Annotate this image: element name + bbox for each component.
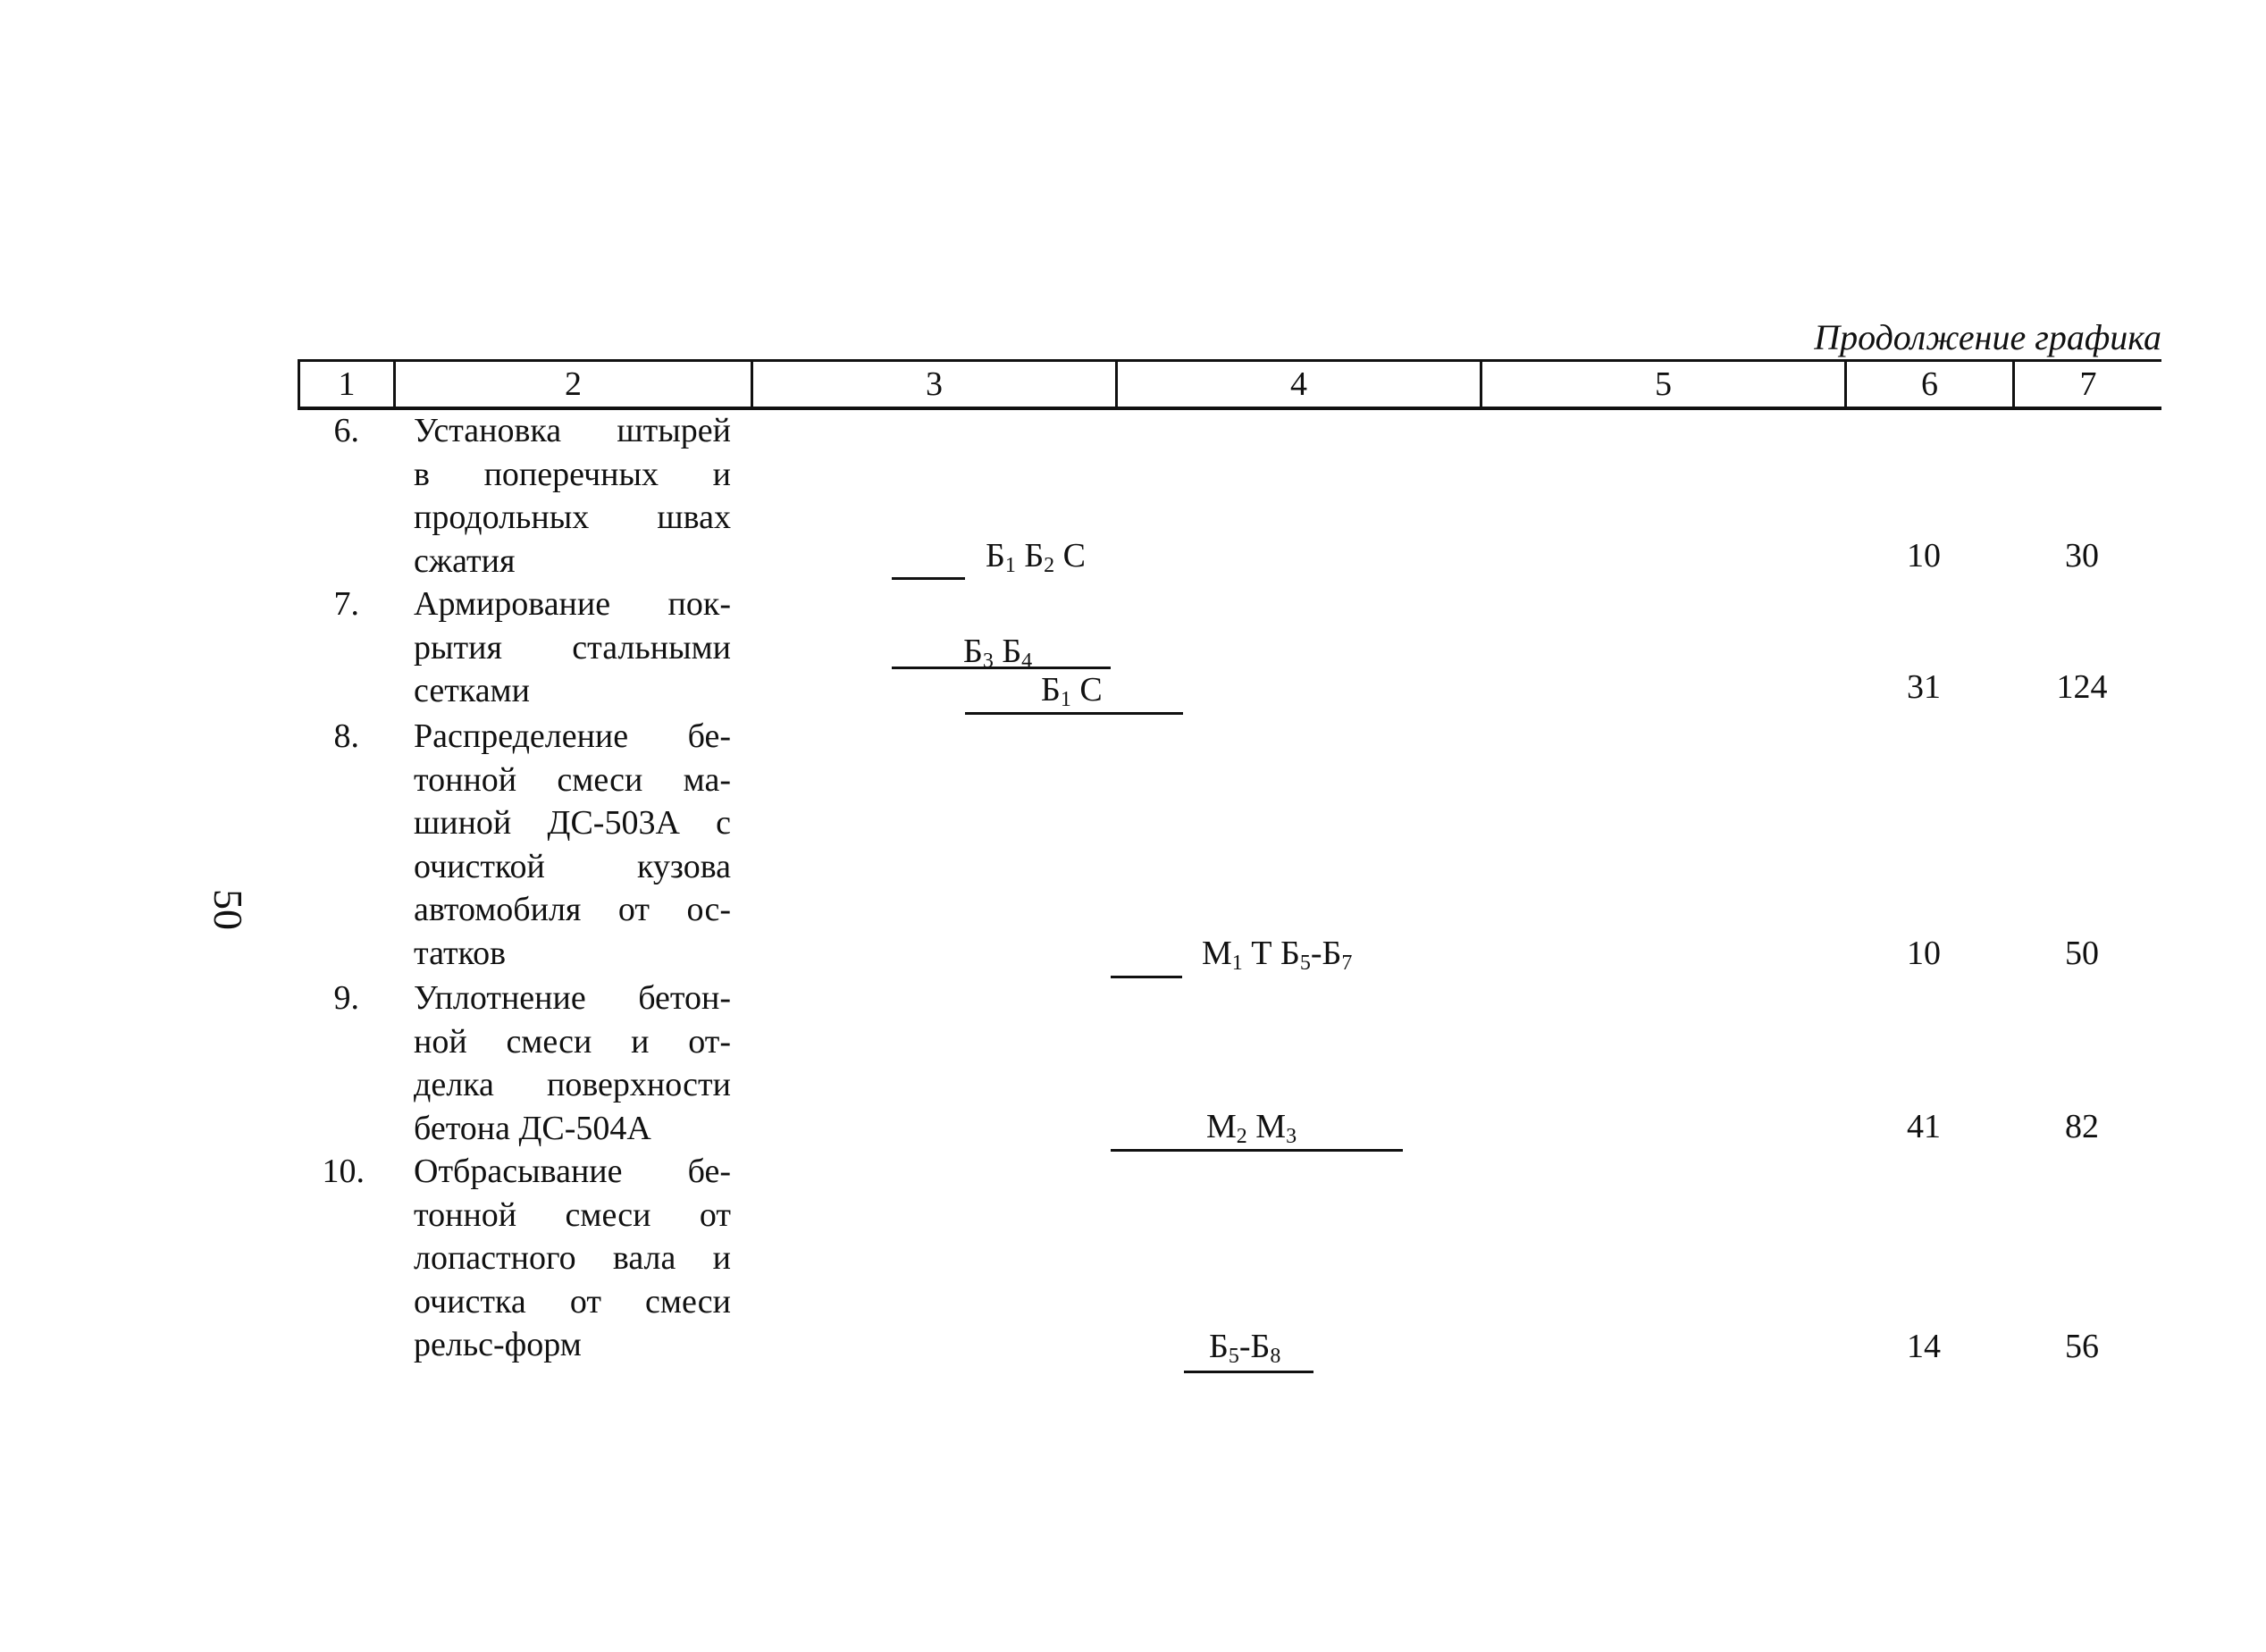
- operation-line: Армирование пок-: [414, 585, 731, 623]
- col6-value: 10: [1907, 935, 1941, 972]
- header-col-5: 5: [1480, 362, 1844, 407]
- operation-line: лопастного вала и: [414, 1239, 731, 1277]
- crew-label: $Б_1$ С: [1041, 671, 1103, 711]
- operation-line: Отбрасывание бе-: [414, 1153, 731, 1190]
- operation-line: рытия стальными: [414, 628, 731, 667]
- header-col-3: 3: [751, 362, 1115, 407]
- page-number: 50: [206, 889, 251, 930]
- operation-description: [414, 977, 731, 1150]
- operation-line: очистка от смеси: [414, 1282, 731, 1321]
- header-col-2: 2: [393, 362, 751, 407]
- schedule-bar: [965, 712, 1183, 715]
- header-col-4: 4: [1115, 362, 1480, 407]
- col6-value: 10: [1907, 537, 1941, 574]
- operation-line: татков: [414, 934, 507, 972]
- operation-line: Распределение бе-: [414, 717, 731, 755]
- crew-label: $Б_5-Б_8$: [1209, 1328, 1281, 1368]
- crew-label: $М_2$ $М_3$: [1206, 1108, 1297, 1148]
- operation-line: в поперечных и: [414, 455, 731, 493]
- operation-line: продольных швах: [414, 499, 731, 536]
- col7-value: 56: [2065, 1328, 2099, 1365]
- schedule-bar: [892, 577, 965, 580]
- table-header-row: [298, 359, 2161, 410]
- operation-line: сетками: [414, 672, 530, 709]
- operation-line: тонной смеси ма-: [414, 760, 731, 799]
- continuation-caption: Продолжение графика: [1814, 317, 2161, 357]
- row-number: 10.: [322, 1153, 365, 1190]
- schedule-bar: [1111, 1149, 1403, 1152]
- header-col-1: 1: [298, 362, 393, 407]
- crew-label: $М_1$ Т $Б_5-Б_7$: [1202, 935, 1353, 975]
- operation-line: рельс-форм: [414, 1326, 582, 1363]
- operation-line: Уплотнение бетон-: [414, 979, 731, 1017]
- operation-line: Установка штырей: [414, 412, 731, 449]
- row-number: 7.: [333, 585, 359, 623]
- col6-value: 41: [1907, 1108, 1941, 1145]
- col7-value: 124: [2056, 668, 2108, 706]
- header-col-6: 6: [1844, 362, 2012, 407]
- col6-value: 14: [1907, 1328, 1941, 1365]
- col7-value: 50: [2065, 935, 2099, 972]
- operation-line: делка поверхности: [414, 1066, 731, 1103]
- operation-description: [414, 1150, 731, 1367]
- operation-line: автомобиля от ос-: [414, 891, 731, 928]
- operation-line: сжатия: [414, 541, 516, 580]
- operation-line: тонной смеси от: [414, 1195, 731, 1234]
- operation-line: ной смеси и от-: [414, 1022, 731, 1061]
- row-number: 8.: [333, 717, 359, 755]
- operation-description: [414, 409, 731, 583]
- crew-label: $Б_1$ $Б_2$ С: [986, 537, 1087, 577]
- operation-line: очисткой кузова: [414, 847, 731, 885]
- operation-line: бетона ДС-504А: [414, 1109, 651, 1147]
- schedule-bar: [1111, 976, 1182, 978]
- crew-label: $Б_3$ $Б_4$: [963, 633, 1033, 673]
- row-number: 9.: [333, 979, 359, 1017]
- col6-value: 31: [1907, 668, 1941, 706]
- operation-description: [414, 583, 731, 713]
- header-col-7: 7: [2012, 362, 2161, 407]
- row-number: 6.: [333, 412, 359, 449]
- col7-value: 30: [2065, 537, 2099, 574]
- operation-description: [414, 715, 731, 975]
- operation-line: шиной ДС-503А с: [414, 804, 731, 842]
- col7-value: 82: [2065, 1108, 2099, 1145]
- schedule-bar: [1184, 1371, 1313, 1373]
